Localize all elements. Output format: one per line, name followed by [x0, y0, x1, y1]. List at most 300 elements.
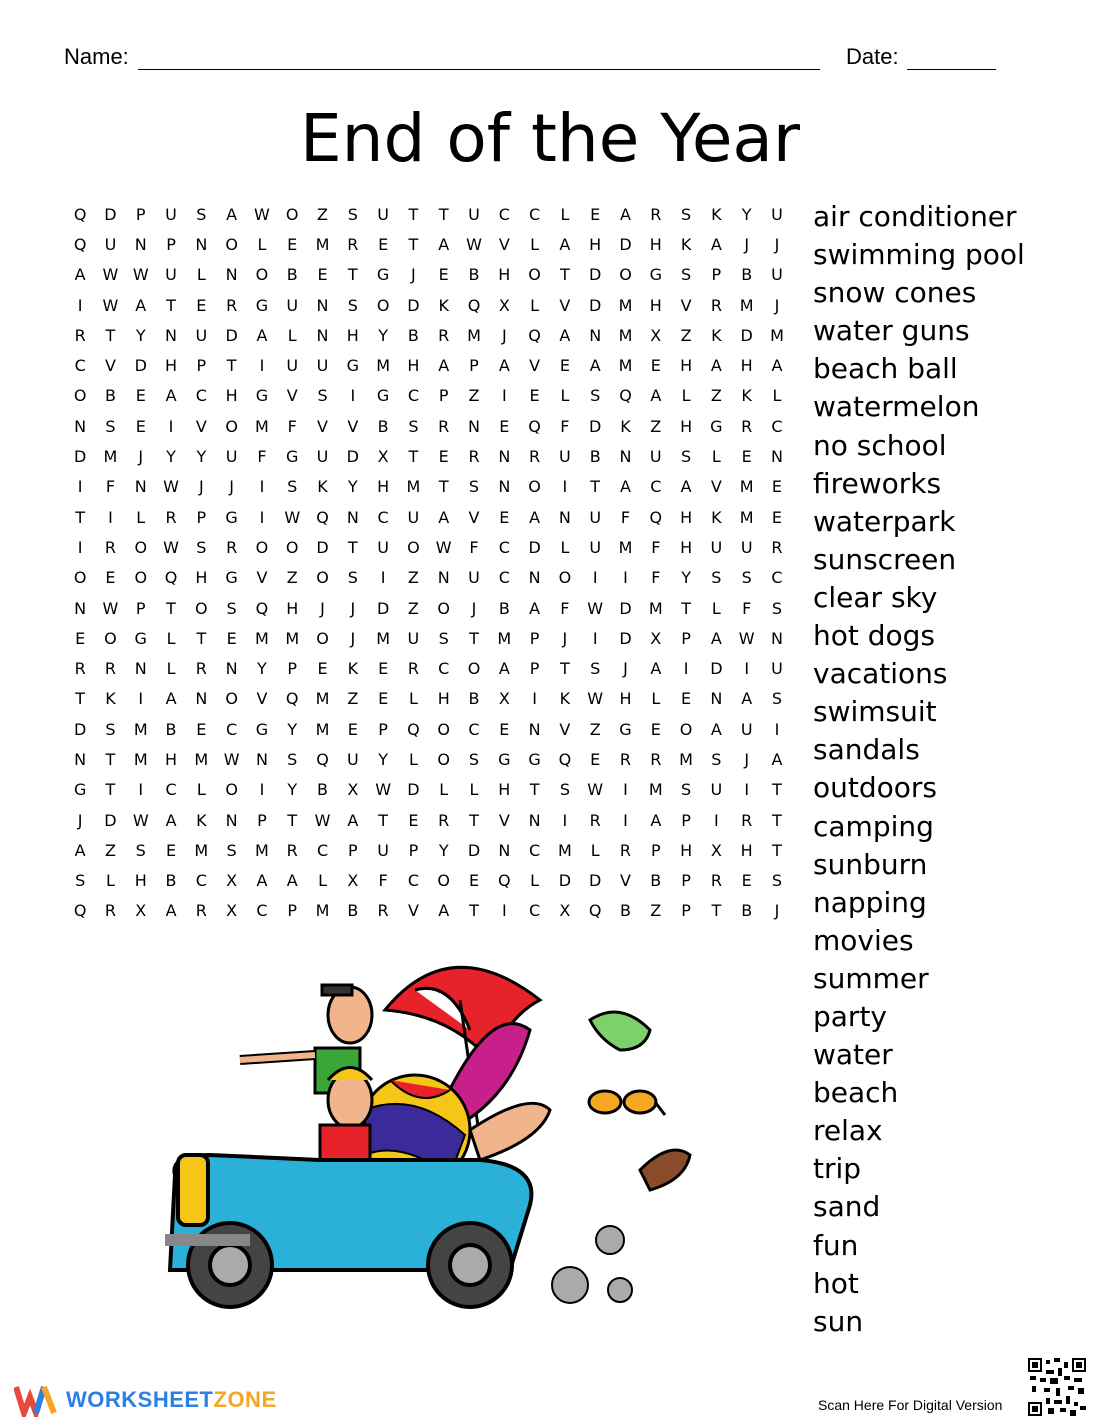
grid-letter[interactable]: Q	[73, 901, 87, 921]
grid-letter[interactable]: Y	[257, 659, 267, 679]
grid-letter[interactable]: M	[255, 416, 269, 436]
grid-letter[interactable]: S	[681, 204, 692, 224]
grid-letter[interactable]: N	[316, 295, 329, 315]
grid-letter[interactable]: Q	[316, 749, 329, 769]
grid-letter[interactable]: W	[587, 689, 604, 709]
grid-letter[interactable]: Y	[196, 447, 207, 467]
grid-letter[interactable]: O	[558, 568, 572, 588]
grid-letter[interactable]: N	[134, 234, 147, 254]
grid-letter[interactable]: A	[559, 325, 571, 345]
grid-letter[interactable]: V	[286, 386, 298, 406]
grid-letter[interactable]: N	[134, 659, 147, 679]
grid-letter[interactable]: I	[501, 386, 507, 406]
grid-letter[interactable]: X	[226, 871, 238, 891]
grid-letter[interactable]: K	[711, 325, 722, 345]
grid-letter[interactable]: R	[710, 295, 722, 315]
grid-letter[interactable]: G	[134, 628, 147, 648]
grid-letter[interactable]: Q	[316, 507, 329, 527]
grid-letter[interactable]: L	[711, 598, 721, 618]
grid-letter[interactable]: O	[437, 719, 450, 739]
grid-letter[interactable]: D	[589, 265, 602, 285]
grid-letter[interactable]: A	[256, 871, 268, 891]
grid-letter[interactable]: R	[468, 447, 480, 467]
grid-letter[interactable]: S	[741, 568, 752, 588]
grid-letter[interactable]: S	[75, 871, 86, 891]
grid-letter[interactable]: U	[165, 204, 177, 224]
grid-letter[interactable]: P	[650, 840, 661, 860]
grid-letter[interactable]: E	[165, 840, 177, 860]
grid-letter[interactable]: B	[165, 719, 177, 739]
grid-letter[interactable]: N	[770, 628, 783, 648]
grid-letter[interactable]: C	[771, 568, 783, 588]
grid-letter[interactable]: E	[650, 719, 661, 739]
grid-letter[interactable]: M	[648, 780, 663, 800]
grid-letter[interactable]: C	[498, 204, 510, 224]
grid-letter[interactable]: E	[741, 447, 752, 467]
grid-letter[interactable]: L	[257, 234, 267, 254]
grid-letter[interactable]: T	[438, 204, 449, 224]
grid-letter[interactable]: U	[377, 204, 389, 224]
grid-letter[interactable]: R	[771, 537, 783, 557]
grid-letter[interactable]: G	[346, 356, 360, 376]
grid-letter[interactable]: W	[466, 234, 482, 254]
grid-letter[interactable]: R	[741, 810, 753, 830]
grid-letter[interactable]: U	[195, 325, 208, 345]
grid-letter[interactable]: S	[681, 265, 692, 285]
grid-letter[interactable]: R	[226, 537, 238, 557]
grid-letter[interactable]: L	[560, 204, 570, 224]
grid-letter[interactable]: C	[529, 204, 541, 224]
grid-letter[interactable]: F	[287, 416, 297, 436]
grid-letter[interactable]: I	[623, 780, 628, 800]
grid-letter[interactable]: A	[135, 295, 147, 315]
grid-letter[interactable]: I	[168, 416, 174, 436]
grid-letter[interactable]: N	[255, 749, 268, 769]
grid-letter[interactable]: X	[498, 689, 510, 709]
grid-letter[interactable]: Z	[710, 386, 722, 406]
grid-letter[interactable]: O	[225, 234, 238, 254]
grid-letter[interactable]: A	[165, 901, 177, 921]
grid-letter[interactable]: U	[468, 204, 480, 224]
grid-letter[interactable]: S	[317, 386, 328, 406]
grid-letter[interactable]: C	[771, 416, 783, 436]
grid-letter[interactable]: O	[225, 689, 238, 709]
grid-letter[interactable]: W	[738, 628, 755, 648]
grid-letter[interactable]: R	[74, 325, 86, 345]
grid-letter[interactable]: G	[498, 749, 511, 769]
grid-letter[interactable]: Z	[407, 568, 419, 588]
grid-letter[interactable]: K	[620, 416, 631, 436]
grid-letter[interactable]: O	[407, 537, 420, 557]
grid-letter[interactable]: E	[499, 507, 510, 527]
grid-letter[interactable]: K	[741, 386, 752, 406]
grid-letter[interactable]: E	[75, 628, 86, 648]
grid-letter[interactable]: E	[287, 234, 298, 254]
grid-letter[interactable]: H	[346, 325, 359, 345]
grid-letter[interactable]: I	[744, 659, 750, 679]
grid-letter[interactable]: T	[469, 628, 479, 648]
grid-letter[interactable]: E	[196, 295, 207, 315]
grid-letter[interactable]: L	[196, 780, 206, 800]
grid-letter[interactable]: I	[108, 507, 113, 527]
grid-letter[interactable]: D	[528, 537, 541, 557]
grid-letter[interactable]: N	[134, 477, 147, 497]
grid-letter[interactable]: H	[437, 689, 450, 709]
grid-letter[interactable]: H	[134, 871, 147, 891]
grid-letter[interactable]: Z	[104, 840, 116, 860]
grid-letter[interactable]: N	[468, 416, 480, 436]
grid-letter[interactable]: J	[774, 234, 780, 254]
grid-letter[interactable]: A	[286, 871, 298, 891]
grid-letter[interactable]: T	[772, 780, 782, 800]
grid-letter[interactable]: N	[528, 719, 541, 739]
grid-letter[interactable]: Z	[468, 386, 480, 406]
grid-letter[interactable]: C	[377, 507, 389, 527]
grid-letter[interactable]: O	[285, 537, 299, 557]
grid-letter[interactable]: U	[104, 234, 117, 254]
grid-letter[interactable]: X	[650, 628, 662, 648]
grid-letter[interactable]: Z	[347, 689, 359, 709]
grid-letter[interactable]: L	[196, 265, 206, 285]
grid-letter[interactable]: D	[73, 719, 87, 739]
grid-letter[interactable]: A	[165, 810, 177, 830]
grid-letter[interactable]: H	[407, 356, 420, 376]
grid-letter[interactable]: P	[681, 871, 691, 891]
grid-letter[interactable]: U	[559, 447, 571, 467]
grid-letter[interactable]: N	[710, 689, 723, 709]
grid-letter[interactable]: U	[346, 749, 359, 769]
grid-letter[interactable]: S	[347, 204, 358, 224]
grid-letter[interactable]: L	[530, 871, 540, 891]
grid-letter[interactable]: J	[350, 598, 356, 618]
grid-letter[interactable]: M	[376, 628, 391, 648]
grid-letter[interactable]: L	[105, 871, 115, 891]
grid-letter[interactable]: T	[166, 295, 176, 315]
grid-letter[interactable]: B	[620, 901, 631, 921]
grid-letter[interactable]: D	[589, 416, 602, 436]
grid-letter[interactable]: Q	[588, 901, 602, 921]
grid-letter[interactable]: G	[649, 265, 662, 285]
grid-letter[interactable]: Y	[347, 477, 358, 497]
grid-letter[interactable]: O	[467, 659, 481, 679]
grid-letter[interactable]: P	[681, 901, 691, 921]
grid-letter[interactable]: U	[649, 447, 662, 467]
grid-letter[interactable]: V	[710, 477, 722, 497]
grid-letter[interactable]: E	[438, 265, 449, 285]
grid-letter[interactable]: S	[771, 871, 783, 891]
grid-letter[interactable]: R	[589, 810, 601, 830]
grid-letter[interactable]: Y	[135, 325, 146, 345]
grid-letter[interactable]: H	[680, 537, 693, 557]
grid-letter[interactable]: V	[407, 901, 419, 921]
grid-letter[interactable]: G	[255, 295, 269, 315]
grid-letter[interactable]: M	[285, 628, 300, 648]
grid-letter[interactable]: M	[194, 840, 209, 860]
grid-letter[interactable]: N	[437, 568, 450, 588]
grid-letter[interactable]: N	[316, 325, 329, 345]
grid-letter[interactable]: T	[590, 477, 601, 497]
grid-letter[interactable]: R	[741, 416, 753, 436]
grid-letter[interactable]: D	[104, 204, 117, 224]
grid-letter[interactable]: T	[711, 901, 722, 921]
grid-letter[interactable]: B	[468, 265, 480, 285]
grid-letter[interactable]: K	[105, 689, 116, 709]
grid-letter[interactable]: M	[406, 477, 421, 497]
grid-letter[interactable]: O	[679, 719, 693, 739]
grid-letter[interactable]: N	[346, 507, 359, 527]
grid-letter[interactable]: E	[378, 689, 389, 709]
grid-letter[interactable]: Y	[166, 447, 176, 467]
grid-letter[interactable]: S	[287, 749, 298, 769]
grid-letter[interactable]: O	[255, 265, 269, 285]
grid-letter[interactable]: W	[132, 265, 149, 285]
grid-letter[interactable]: I	[259, 356, 265, 376]
grid-letter[interactable]: N	[225, 659, 238, 679]
grid-letter[interactable]: M	[618, 356, 633, 376]
grid-letter[interactable]: C	[195, 386, 207, 406]
grid-letter[interactable]: H	[680, 840, 693, 860]
grid-letter[interactable]: E	[347, 719, 358, 739]
grid-letter[interactable]: R	[286, 840, 298, 860]
grid-letter[interactable]: O	[376, 295, 390, 315]
grid-letter[interactable]: S	[105, 416, 116, 436]
grid-letter[interactable]: Z	[286, 568, 298, 588]
grid-letter[interactable]: R	[104, 901, 116, 921]
grid-letter[interactable]: G	[528, 749, 541, 769]
grid-letter[interactable]: Y	[378, 749, 388, 769]
grid-letter[interactable]: A	[771, 749, 783, 769]
grid-letter[interactable]: S	[196, 537, 207, 557]
grid-letter[interactable]: T	[75, 507, 86, 527]
grid-letter[interactable]: T	[287, 810, 298, 830]
grid-letter[interactable]: S	[105, 719, 116, 739]
grid-letter[interactable]: H	[619, 689, 632, 709]
grid-letter[interactable]: Y	[378, 325, 388, 345]
grid-letter[interactable]: S	[226, 598, 237, 618]
grid-letter[interactable]: H	[649, 295, 662, 315]
grid-letter[interactable]: T	[560, 265, 570, 285]
grid-letter[interactable]: A	[529, 598, 541, 618]
grid-letter[interactable]: H	[377, 477, 390, 497]
grid-letter[interactable]: P	[529, 628, 540, 648]
grid-letter[interactable]: D	[346, 447, 359, 467]
grid-letter[interactable]: A	[680, 477, 692, 497]
grid-letter[interactable]: T	[529, 780, 540, 800]
grid-letter[interactable]: L	[166, 659, 176, 679]
grid-letter[interactable]: I	[77, 537, 83, 557]
grid-letter[interactable]: J	[744, 234, 750, 254]
grid-letter[interactable]: W	[223, 749, 240, 769]
grid-letter[interactable]: L	[681, 386, 691, 406]
grid-letter[interactable]: Q	[285, 689, 299, 709]
grid-letter[interactable]: D	[589, 871, 602, 891]
grid-letter[interactable]: Z	[407, 598, 419, 618]
grid-letter[interactable]: W	[375, 780, 392, 800]
grid-letter[interactable]: C	[498, 568, 510, 588]
grid-letter[interactable]: T	[408, 234, 419, 254]
grid-letter[interactable]: P	[469, 356, 479, 376]
grid-letter[interactable]: B	[377, 416, 389, 436]
grid-letter[interactable]: N	[74, 416, 87, 436]
grid-letter[interactable]: N	[589, 325, 602, 345]
grid-letter[interactable]: M	[315, 719, 330, 739]
grid-letter[interactable]: Q	[73, 204, 87, 224]
grid-letter[interactable]: D	[407, 780, 420, 800]
grid-letter[interactable]: C	[407, 386, 419, 406]
grid-letter[interactable]: R	[407, 659, 419, 679]
grid-letter[interactable]: V	[195, 416, 207, 436]
grid-letter[interactable]: I	[623, 810, 628, 830]
grid-letter[interactable]: I	[380, 568, 386, 588]
grid-letter[interactable]: I	[714, 810, 719, 830]
grid-letter[interactable]: S	[468, 477, 480, 497]
grid-letter[interactable]: C	[468, 719, 480, 739]
grid-letter[interactable]: N	[619, 447, 632, 467]
grid-letter[interactable]: G	[225, 507, 238, 527]
grid-letter[interactable]: I	[138, 780, 144, 800]
grid-letter[interactable]: V	[498, 810, 510, 830]
grid-letter[interactable]: E	[559, 356, 570, 376]
grid-letter[interactable]: E	[590, 749, 601, 769]
grid-letter[interactable]: U	[286, 295, 299, 315]
grid-letter[interactable]: O	[134, 537, 148, 557]
grid-letter[interactable]: H	[680, 356, 693, 376]
grid-letter[interactable]: N	[498, 840, 511, 860]
grid-letter[interactable]: H	[286, 598, 299, 618]
grid-letter[interactable]: A	[498, 356, 510, 376]
grid-letter[interactable]: R	[710, 871, 722, 891]
grid-letter[interactable]: Z	[650, 901, 662, 921]
grid-letter[interactable]: X	[226, 901, 238, 921]
grid-letter[interactable]: T	[196, 628, 207, 648]
grid-letter[interactable]: U	[407, 507, 420, 527]
grid-letter[interactable]: T	[105, 780, 116, 800]
grid-letter[interactable]: Q	[619, 386, 632, 406]
grid-letter[interactable]: B	[347, 901, 359, 921]
grid-letter[interactable]: T	[347, 265, 358, 285]
grid-letter[interactable]: A	[256, 325, 268, 345]
grid-letter[interactable]: L	[287, 325, 297, 345]
grid-letter[interactable]: N	[528, 810, 541, 830]
grid-letter[interactable]: M	[739, 477, 754, 497]
grid-letter[interactable]: Q	[164, 568, 178, 588]
grid-letter[interactable]: P	[196, 507, 207, 527]
grid-letter[interactable]: R	[74, 659, 86, 679]
grid-letter[interactable]: M	[133, 749, 148, 769]
grid-letter[interactable]: N	[498, 477, 511, 497]
grid-letter[interactable]: L	[530, 295, 540, 315]
grid-letter[interactable]: R	[438, 416, 450, 436]
grid-letter[interactable]: I	[138, 689, 144, 709]
grid-letter[interactable]: A	[650, 810, 662, 830]
grid-letter[interactable]: Q	[467, 295, 481, 315]
grid-letter[interactable]: M	[679, 749, 693, 769]
grid-letter[interactable]: C	[498, 537, 510, 557]
grid-letter[interactable]: L	[560, 386, 570, 406]
grid-letter[interactable]: G	[376, 265, 390, 285]
grid-letter[interactable]: Y	[438, 840, 449, 860]
grid-letter[interactable]: E	[499, 416, 510, 436]
grid-letter[interactable]: N	[74, 598, 87, 618]
grid-letter[interactable]: N	[498, 447, 511, 467]
grid-letter[interactable]: D	[619, 234, 632, 254]
grid-letter[interactable]: S	[711, 749, 722, 769]
grid-letter[interactable]: Q	[73, 234, 87, 254]
grid-letter[interactable]: O	[316, 568, 329, 588]
grid-letter[interactable]: O	[104, 628, 117, 648]
grid-letter[interactable]: W	[163, 537, 179, 557]
qr-code-icon[interactable]	[1028, 1358, 1086, 1416]
grid-letter[interactable]: T	[469, 901, 479, 921]
grid-letter[interactable]: Z	[650, 416, 662, 436]
grid-letter[interactable]: E	[468, 871, 480, 891]
grid-letter[interactable]: D	[710, 659, 723, 679]
grid-letter[interactable]: X	[559, 901, 571, 921]
grid-letter[interactable]: R	[438, 810, 450, 830]
grid-letter[interactable]: W	[435, 537, 452, 557]
grid-letter[interactable]: O	[619, 265, 632, 285]
grid-letter[interactable]: E	[438, 447, 449, 467]
grid-letter[interactable]: T	[408, 447, 419, 467]
grid-letter[interactable]: M	[133, 719, 148, 739]
grid-letter[interactable]: H	[740, 840, 753, 860]
grid-letter[interactable]: O	[316, 628, 329, 648]
grid-letter[interactable]: O	[195, 598, 208, 618]
grid-letter[interactable]: W	[254, 204, 270, 224]
grid-letter[interactable]: E	[135, 386, 146, 406]
grid-letter[interactable]: U	[316, 447, 329, 467]
grid-letter[interactable]: F	[742, 598, 752, 618]
grid-letter[interactable]: R	[104, 537, 116, 557]
grid-letter[interactable]: A	[438, 356, 450, 376]
grid-letter[interactable]: N	[225, 810, 238, 830]
grid-letter[interactable]: E	[105, 568, 116, 588]
grid-letter[interactable]: G	[376, 386, 390, 406]
grid-letter[interactable]: B	[286, 265, 298, 285]
grid-letter[interactable]: I	[744, 780, 750, 800]
grid-letter[interactable]: I	[683, 659, 689, 679]
grid-letter[interactable]: O	[437, 749, 450, 769]
grid-letter[interactable]: U	[286, 356, 299, 376]
grid-letter[interactable]: J	[774, 295, 780, 315]
grid-letter[interactable]: S	[226, 840, 237, 860]
grid-letter[interactable]: J	[744, 749, 750, 769]
grid-letter[interactable]: X	[347, 780, 359, 800]
grid-letter[interactable]: S	[559, 780, 570, 800]
grid-letter[interactable]: W	[102, 295, 119, 315]
grid-letter[interactable]: I	[77, 295, 83, 315]
grid-letter[interactable]: O	[73, 568, 87, 588]
grid-letter[interactable]: P	[681, 628, 691, 648]
grid-letter[interactable]: S	[681, 447, 692, 467]
grid-letter[interactable]: N	[558, 507, 571, 527]
grid-letter[interactable]: R	[650, 749, 662, 769]
grid-letter[interactable]: A	[438, 901, 450, 921]
grid-letter[interactable]: L	[711, 447, 721, 467]
grid-letter[interactable]: A	[710, 719, 722, 739]
grid-letter[interactable]: G	[255, 719, 269, 739]
grid-letter[interactable]: A	[226, 204, 238, 224]
grid-letter[interactable]: I	[501, 901, 507, 921]
grid-letter[interactable]: P	[529, 659, 540, 679]
grid-letter[interactable]: X	[347, 871, 359, 891]
grid-letter[interactable]: M	[103, 447, 118, 467]
grid-letter[interactable]: L	[408, 749, 418, 769]
grid-letter[interactable]: R	[619, 840, 632, 860]
grid-letter[interactable]: H	[165, 749, 178, 769]
grid-letter[interactable]: A	[347, 810, 359, 830]
grid-letter[interactable]: N	[770, 447, 783, 467]
